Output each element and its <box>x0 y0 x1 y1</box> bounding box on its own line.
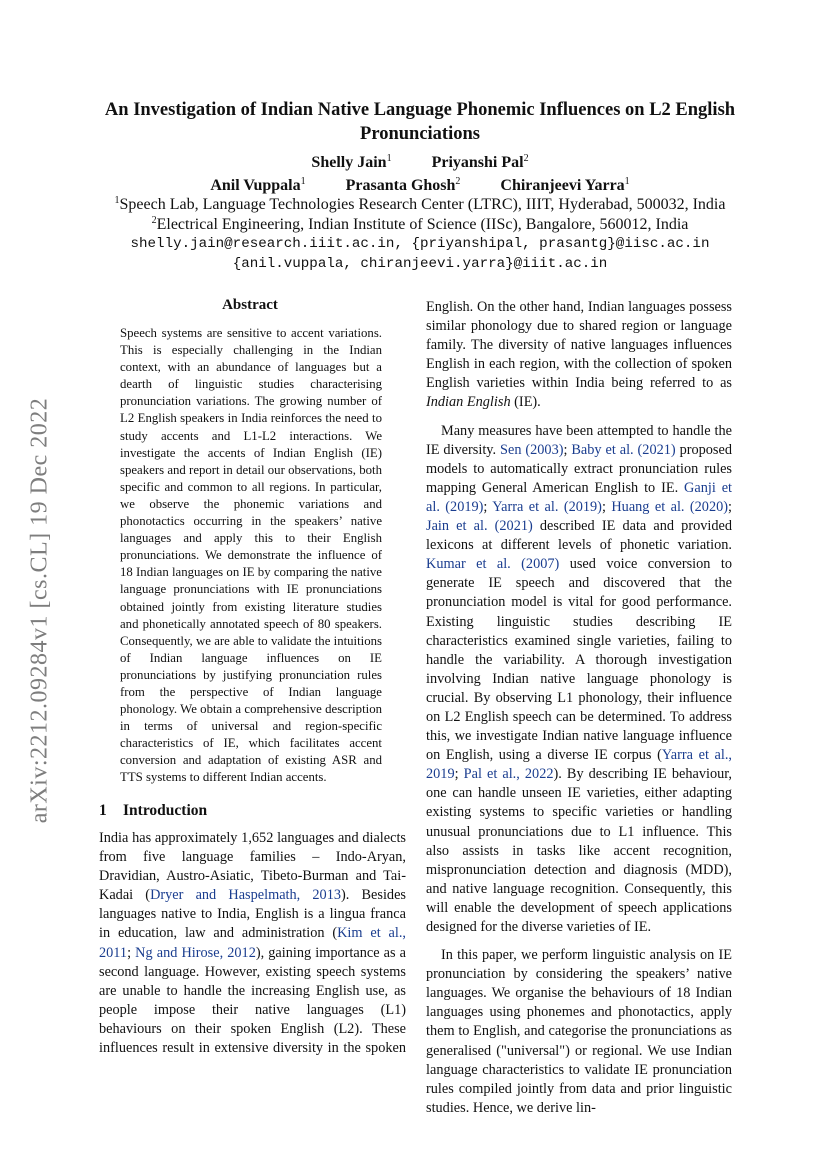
author-row-2 <box>90 176 750 196</box>
author: Chiranjeevi Yarra$^1$ <box>500 176 630 194</box>
body-column-right <box>426 298 732 1127</box>
abstract-heading: Abstract <box>222 297 278 313</box>
arxiv-identifier-stamp: arXiv:2212.09284v1 [cs.CL] 19 Dec 2022 <box>26 397 53 823</box>
citation-link[interactable]: Dryer and Haspelmath, 2013 <box>150 887 341 904</box>
citation-link[interactable]: Kumar et al. (2007) <box>426 556 560 573</box>
author: Prasanta Ghosh$^2$ <box>345 176 461 194</box>
citation-link[interactable]: Pal et al., 2022 <box>463 766 554 783</box>
email-line-1: shelly.jain@research.iiit.ac.in, {priyanshipal, prasantg}@iisc.ac.in <box>130 236 710 252</box>
citation-link[interactable]: Yarra et al., 2019 <box>426 747 733 783</box>
affiliation-2: $^2$Electrical Engineering, Indian Institute of Science (IISc), Bangalore, 560012, India <box>151 215 689 233</box>
author: Priyanshi Pal$^2$ <box>431 153 529 171</box>
section-heading-introduction: 1 Introduction <box>99 802 208 819</box>
paper-title: An Investigation of Indian Native Language Phonemic Influences on L2 English Pronunciations <box>104 100 736 144</box>
citation-link[interactable]: Ng and Hirose, 2012 <box>135 944 256 961</box>
intro-paragraph-3: In this paper, we perform linguistic analysis on IE pronunciation by considering the speakers’ native languages. We organise the behaviours of 18 Indian languages using phonemes and phonotactics, apply them to English, and categorise the pronunciations as generalised ("universal") or regional. We use Indian language characteristics to validate IE pronunciation rules compiled jointly from data and prior linguistic studies. Hence, we derive lin- <box>426 947 732 1116</box>
author-row-1 <box>90 153 750 173</box>
intro-paragraph-1: India has approximately 1,652 languages and dialects from five language families – Indo-Aryan, Dravidian, Austro-Asiatic, Tibeto-Burman and Tai-Kadai (Dryer and Haspelmath, 2013). Besides languages native to India, English is a lingua franca in education, law and administration (Kim et al., 2011; Ng and Hirose, 2012), gaining importance as a second language. However, existing speech systems are unable to handle the increasing English use, as people impose their native languages (L1) behaviours on their spoken English (L2). These influences result in extensive diversity in the spoken <box>99 830 407 1057</box>
abstract-text: Speech systems are sensitive to accent variations. This is especially challenging in the Indian context, with an abundance of languages but a dearth of linguistic studies characterising pronunciation variations. The growing number of L2 English speakers in India reinforces the need to study accents and L1-L2 interactions. We investigate the accents of Indian English (IE) speakers and report in detail our observations, both specific and common to all regions. In particular, we observe the phonemic variations and phonotactics occurring in the speakers’ native languages and apply this to their English pronunciations. We demonstrate the influence of 18 Indian languages on IE by comparing the native language pronunciations with IE pronunciations obtained jointly from existing literature studies and phonetically annotated speech of 80 speakers. Consequently, we are able to validate the intuitions of Indian language influences on IE pronunciations by justifying pronunciation rules from the perspective of Indian language phonology. We obtain a comprehensive description in terms of universal and region-specific characteristics of IE, which facilitates accent conversion and adaptation of existing ASR and TTS systems to different Indian accents. <box>120 326 382 785</box>
citation-link[interactable]: Kim et al., 2011 <box>99 925 406 961</box>
citation-link[interactable]: Baby et al. (2021) <box>571 441 676 458</box>
citation-link[interactable]: Jain et al. (2021) <box>426 518 533 535</box>
affiliation-1: $^1$Speech Lab, Language Technologies Research Center (LTRC), IIIT, Hyderabad, 500032, India <box>114 195 726 213</box>
email-line-2: {anil.vuppala, chiranjeevi.yarra}@iiit.ac.in <box>232 256 608 272</box>
citation-link[interactable]: Ganji et al. (2019) <box>426 479 733 515</box>
author: Shelly Jain$^1$ <box>311 153 392 171</box>
citation-link[interactable]: Yarra et al. (2019) <box>492 498 602 515</box>
citation-link[interactable]: Huang et al. (2020) <box>611 498 729 515</box>
body-column-left <box>99 829 406 1067</box>
intro-paragraph-1-continued: English. On the other hand, Indian languages possess similar phonology due to shared region or language family. The diversity of native languages influences English in each region, with the collection of spoken English varieties within India being referred to as Indian English (IE). <box>426 299 732 411</box>
citation-link[interactable]: Sen (2003) <box>500 441 564 458</box>
author: Anil Vuppala$^1$ <box>210 176 306 194</box>
intro-paragraph-2: Many measures have been attempted to handle the IE diversity. Sen (2003); Baby et al. (2021) proposed models to automatically extract pronunciation rules mapping General American English to IE. Ganji et al. (2019); Yarra et al. (2019); Huang et al. (2020); Jain et al. (2021) described IE data and provided lexicons at different levels of phonetic variation. Kumar et al. (2007) used voice conversion to generate IE speech and discovered that the pronunciation model is vital for good performance. Existing linguistic studies describing IE characteristics examined single varieties, failing to handle the variability. A thorough investigation involving Indian native language phonology is crucial. By observing L1 phonology, their influence on L2 English speech can be determined. To address this, we investigate Indian native language influence on English, using a diverse IE corpus (Yarra et al., 2019; Pal et al., 2022). By describing IE behaviour, one can handle unseen IE varieties, either adapting existing systems to specific varieties or handling unusual pronunciations due to L1 influence. This also assists in tasks like accent recognition, mispronunciation detection and diagnosis (MDD), and native language recognition. Consequently, this will enable the development of speech applications designed for the diverse varieties of IE. <box>426 422 733 935</box>
